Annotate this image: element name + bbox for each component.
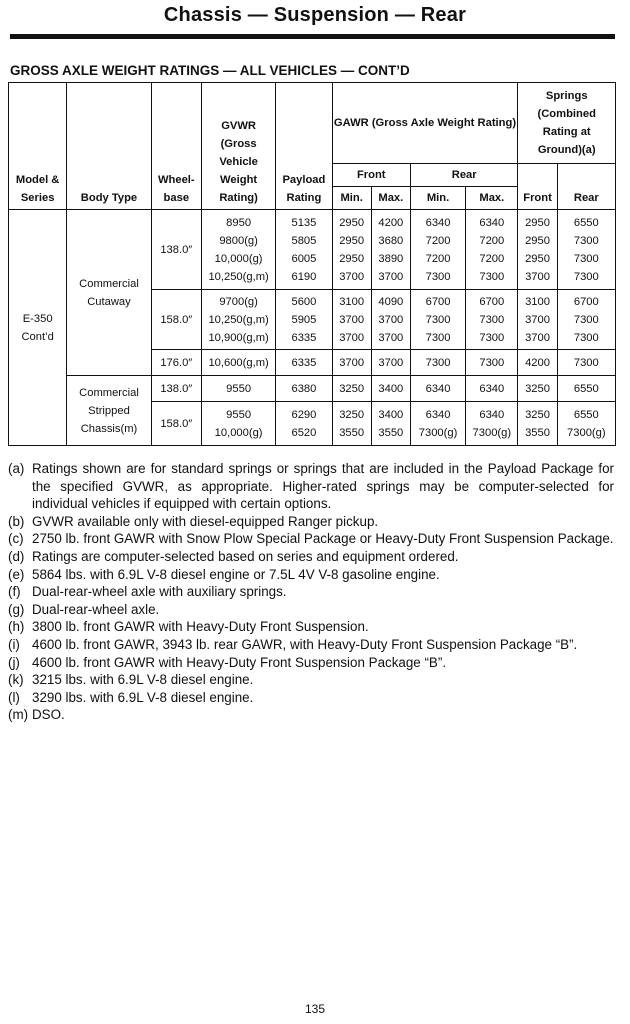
- footnote-text: 5864 lbs. with 6.9L V-8 diesel engine or 7.5L 4V V-8 gasoline engine.: [32, 566, 440, 582]
- cell-wheelbase: 138.0″: [151, 210, 201, 290]
- section-subtitle: GROSS AXLE WEIGHT RATINGS — ALL VEHICLES — CONT’D: [10, 63, 410, 78]
- cell-rear-max: 6340 7300(g): [466, 402, 518, 446]
- footnote: [8, 530, 614, 548]
- header-springs: Springs (Combined Rating at Ground)(a): [518, 83, 616, 164]
- cell-front-min: 3250 3550: [332, 402, 371, 446]
- header-rear-min: Min.: [410, 187, 465, 210]
- cell-springs-front: 3100 3700 3700: [518, 290, 557, 350]
- page-number: 135: [304, 1002, 326, 1016]
- footnote: [8, 671, 614, 689]
- footnote-text: 2750 lb. front GAWR with Snow Plow Special Package or Heavy-Duty Front Suspension Package.: [32, 531, 614, 547]
- cell-front-min: 3100 3700 3700: [332, 290, 371, 350]
- cell-rear-min: 6340 7200 7200 7300: [410, 210, 465, 290]
- footnote: [8, 689, 614, 707]
- footnote-text: 3215 lbs. with 6.9L V-8 diesel engine.: [32, 672, 254, 688]
- footnote-text: 4600 lb. front GAWR, 3943 lb. rear GAWR, with Heavy-Duty Front Suspension Package “B”.: [32, 636, 578, 652]
- cell-rear-max: 6700 7300 7300: [466, 290, 518, 350]
- cell-springs-front: 4200: [518, 350, 557, 376]
- footnote-key: (d): [8, 548, 25, 564]
- cell-front-max: 4200 3680 3890 3700: [371, 210, 410, 290]
- cell-rear-max: 7300: [466, 350, 518, 376]
- cell-front-max: 4090 3700 3700: [371, 290, 410, 350]
- footnote-key: (g): [8, 601, 25, 617]
- header-front-max: Max.: [371, 187, 410, 210]
- cell-payload: 6380: [276, 376, 332, 402]
- header-payload: Payload Rating: [276, 83, 332, 210]
- footnote: [8, 513, 614, 531]
- cell-springs-front: 3250: [518, 376, 557, 402]
- header-gvwr: GVWR (Gross Vehicle Weight Rating): [201, 83, 275, 210]
- footnote-key: (j): [8, 654, 20, 670]
- cell-gvwr: 10,600(g,m): [201, 350, 275, 376]
- footnote-text: 4600 lb. front GAWR with Heavy-Duty Front Suspension Package “B”.: [32, 654, 447, 670]
- cell-rear-min: 6700 7300 7300: [410, 290, 465, 350]
- gawr-table: [8, 82, 616, 446]
- cell-front-max: 3700: [371, 350, 410, 376]
- footnote: [8, 636, 614, 654]
- cell-gvwr: 9550: [201, 376, 275, 402]
- table-row: [9, 210, 616, 290]
- footnotes: [8, 460, 614, 724]
- footnote-key: (h): [8, 619, 25, 635]
- footnote: [8, 460, 614, 513]
- header-springs-front: Front: [518, 164, 557, 210]
- cell-springs-front: 2950 2950 2950 3700: [518, 210, 557, 290]
- footnote-key: (c): [8, 531, 24, 547]
- footnote: [8, 706, 614, 724]
- cell-payload: 5135 5805 6005 6190: [276, 210, 332, 290]
- header-body-type: Body Type: [67, 83, 151, 210]
- header-springs-rear: Rear: [557, 164, 615, 210]
- footnote-key: (f): [8, 584, 21, 600]
- cell-model: E-350 Cont’d: [9, 210, 67, 446]
- footnote: [8, 583, 614, 601]
- table-row: [9, 376, 616, 402]
- cell-wheelbase: 158.0″: [151, 290, 201, 350]
- footnote-text: Ratings shown are for standard springs or springs that are included in the Payload Package for the specified GVWR, as appropriate. Higher-rated springs may be computer-selected for individual vehicles if equipped with certain options.: [32, 461, 614, 512]
- cell-rear-min: 6340: [410, 376, 465, 402]
- cell-payload: 6290 6520: [276, 402, 332, 446]
- footnote-key: (b): [8, 513, 25, 529]
- cell-springs-rear: 6700 7300 7300: [557, 290, 615, 350]
- cell-rear-min: 6340 7300(g): [410, 402, 465, 446]
- cell-front-max: 3400 3550: [371, 402, 410, 446]
- header-gawr-rear: Rear: [410, 164, 518, 187]
- footnote-text: DSO.: [32, 707, 65, 723]
- header-model: Model & Series: [9, 83, 67, 210]
- footnote-key: (i): [8, 636, 20, 652]
- footnote: [8, 618, 614, 636]
- cell-front-min: 3700: [332, 350, 371, 376]
- cell-rear-max: 6340 7200 7200 7300: [466, 210, 518, 290]
- cell-wheelbase: 138.0″: [151, 376, 201, 402]
- cell-payload: 5600 5905 6335: [276, 290, 332, 350]
- title-rule: [10, 34, 615, 39]
- header-gawr: GAWR (Gross Axle Weight Rating): [332, 83, 518, 164]
- footnote: [8, 566, 614, 584]
- header-rear-max: Max.: [466, 187, 518, 210]
- cell-rear-max: 6340: [466, 376, 518, 402]
- footnote-text: Ratings are computer-selected based on series and equipment ordered.: [32, 548, 459, 564]
- cell-gvwr: 9550 10,000(g): [201, 402, 275, 446]
- cell-wheelbase: 158.0″: [151, 402, 201, 446]
- footnote-text: Dual-rear-wheel axle.: [32, 601, 160, 617]
- cell-springs-rear: 7300: [557, 350, 615, 376]
- header-front-min: Min.: [332, 187, 371, 210]
- footnote-key: (e): [8, 566, 25, 582]
- footnote-key: (k): [8, 672, 24, 688]
- footnote: [8, 654, 614, 672]
- cell-gvwr: 9700(g) 10,250(g,m) 10,900(g,m): [201, 290, 275, 350]
- cell-springs-rear: 6550 7300 7300 7300: [557, 210, 615, 290]
- footnote-text: Dual-rear-wheel axle with auxiliary springs.: [32, 584, 287, 600]
- footnote: [8, 601, 614, 619]
- page-title: Chassis — Suspension — Rear: [163, 4, 467, 26]
- footnote-text: 3800 lb. front GAWR with Heavy-Duty Front Suspension.: [32, 619, 369, 635]
- footnote-key: (m): [8, 707, 29, 723]
- footnote-key: (l): [8, 689, 20, 705]
- footnote-text: GVWR available only with diesel-equipped Ranger pickup.: [32, 513, 379, 529]
- footnote-key: (a): [8, 461, 25, 476]
- cell-front-max: 3400: [371, 376, 410, 402]
- cell-body-type: Commercial Stripped Chassis(m): [67, 376, 151, 446]
- footnote-text: 3290 lbs. with 6.9L V-8 diesel engine.: [32, 689, 254, 705]
- cell-body-type: Commercial Cutaway: [67, 210, 151, 376]
- cell-front-min: 3250: [332, 376, 371, 402]
- cell-springs-rear: 6550 7300(g): [557, 402, 615, 446]
- cell-springs-rear: 6550: [557, 376, 615, 402]
- cell-springs-front: 3250 3550: [518, 402, 557, 446]
- cell-rear-min: 7300: [410, 350, 465, 376]
- cell-front-min: 2950 2950 2950 3700: [332, 210, 371, 290]
- cell-wheelbase: 176.0″: [151, 350, 201, 376]
- footnote: [8, 548, 614, 566]
- header-gawr-front: Front: [332, 164, 410, 187]
- header-row: [9, 83, 616, 164]
- cell-payload: 6335: [276, 350, 332, 376]
- header-wheelbase: Wheel-base: [151, 83, 201, 210]
- cell-gvwr: 8950 9800(g) 10,000(g) 10,250(g,m): [201, 210, 275, 290]
